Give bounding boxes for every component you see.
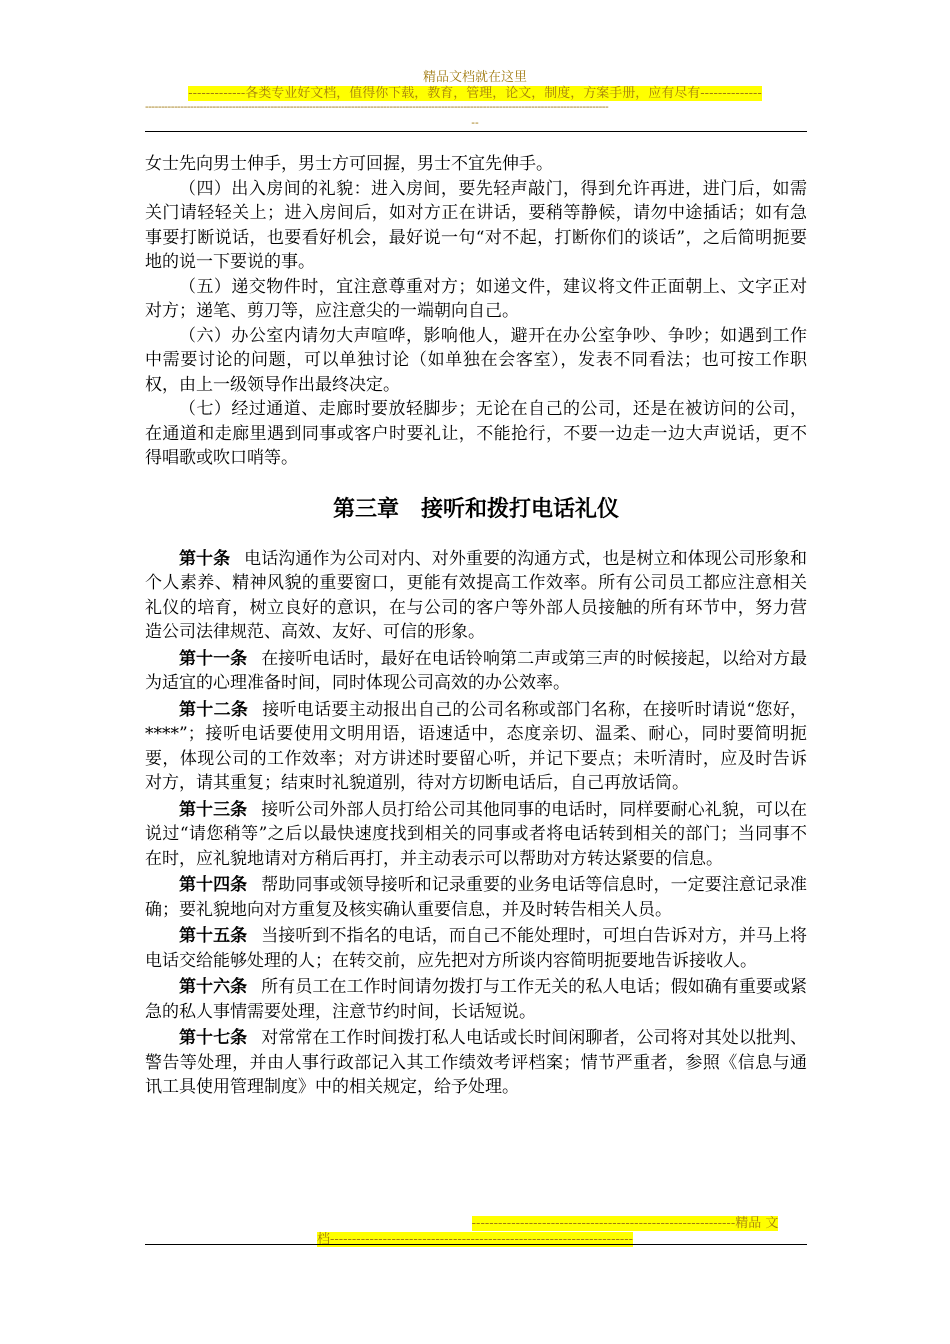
article-text: 电话沟通作为公司对内、对外重要的沟通方式，也是树立和体现公司形象和个人素养、精神风貌的重要窗口，更能有效提高工作效率。所有公司员工都应注意相关礼仪的培育，树立良好的意识，在与公司的客户等外部人员接触的所有环节中，努力营造公司法律规范、高效、友好、可信的形象。 [145, 548, 807, 642]
paragraph: （四）出入房间的礼貌：进入房间，要先轻声敲门，得到允许再进，进门后，如需关门请轻轻关上；进入房间后，如对方正在讲话，要稍等静候，请勿中途插话；如有急事要打断说话，也要看好机会，最好说一句“对不起，打断你们的谈话”，之后简明扼要地的说一下要说的事。 [145, 178, 807, 272]
article-text: 对常常在工作时间拨打私人电话或长时间闲聊者，公司将对其处以批判、警告等处理，并由人事行政部记入其工作绩效考评档案；情节严重者，参照《信息与通讯工具使用管理制度》中的相关规定，给予处理。 [145, 1028, 808, 1097]
article-label: 第十七条 [179, 1028, 248, 1048]
article-label: 第十三条 [179, 799, 248, 820]
article-label: 第十条 [179, 548, 231, 569]
article-text: 所有员工在工作时间请勿拨打与工作无关的私人电话；假如确有重要或紧急的私人事情需要处理，注意节约时间，长话短说。 [145, 977, 808, 1022]
article-label: 第十六条 [179, 977, 248, 997]
article [145, 975, 807, 1024]
article-text: 当接听到不指名的电话，而自己不能处理时，可坦白告诉对方，并马上将电话交给能够处理的人；在转交前，应先把对方所谈内容简明扼要地告诉接收人。 [145, 926, 808, 971]
footer-line-1-text: ------------------------------------------------------------精品 文 [471, 1216, 779, 1231]
paragraph: （七）经过通道、走廊时要放轻脚步；无论在自己的公司，还是在被访问的公司，在通道和走廊里遇到同事或客户时要礼让，不能抢行，不要一边走一边大声说话，更不得唱歌或吹口哨等。 [145, 399, 807, 468]
article [145, 924, 807, 973]
chapter-title: 第三章 接听和拨打电话礼仪 [332, 496, 619, 522]
paragraph: 女士先向男士伸手，男士方可回握，男士不宜先伸手。 [145, 154, 553, 174]
article [145, 698, 807, 796]
article [145, 873, 807, 922]
article-text: 在接听电话时，最好在电话铃响第二声或第三声的时候接起，以给对方最为适宜的心理准备时间，同时体现公司高效的办公效率。 [145, 648, 808, 693]
document-body [145, 152, 807, 1102]
article [145, 547, 807, 645]
footer-divider [145, 1244, 807, 1245]
article-text: 接听公司外部人员打给公司其他同事的电话时，同样要耐心礼貌，可以在说过“请您稍等”之后以最快速度找到相关的同事或者将电话转到相关的部门；当同事不在时，应礼貌地请对方稍后再打，并主动表示可以帮助对方转达紧要的信息。 [145, 799, 808, 869]
article-label: 第十一条 [179, 648, 248, 669]
footer-line-2-text: 档--------------------------------------------------------------------- [316, 1232, 634, 1247]
article-text: 帮助同事或领导接听和记录重要的业务电话等信息时，一定要注意记录准确；要礼貌地向对方重复及核实确认重要信息，并及时转告相关人员。 [145, 875, 808, 920]
header-title: 精品文档就在这里 [422, 70, 527, 85]
header-slogan-text: -------------各类专业好文档，值得你下载，教育，管理，论文，制度，方案手册，应有尽有-------------- [188, 86, 762, 101]
header-dash-line: ------------------------------------------------------------------------------------------------------------------------------------------------ [145, 100, 609, 113]
header-dash-line-2: -- [471, 116, 479, 129]
paragraph: （五）递交物件时，宜注意尊重对方；如递文件，建议将文件正面朝上、文字正对对方；递笔、剪刀等，应注意尖的一端朝向自己。 [145, 276, 807, 321]
paragraph: （六）办公室内请勿大声喧哗，影响他人，避开在办公室争吵、争吵；如遇到工作中需要讨论的问题，可以单独讨论（如单独在会客室），发表不同看法；也可按工作职权，由上一级领导作出最终决定。 [145, 325, 807, 395]
article-label: 第十二条 [179, 699, 249, 720]
article [145, 1026, 807, 1100]
article-label: 第十四条 [179, 875, 248, 895]
article [145, 647, 807, 696]
header-slogan [0, 82, 950, 101]
article [145, 798, 807, 872]
article-label: 第十五条 [179, 926, 248, 946]
header-divider [145, 131, 807, 132]
article-text: 接听电话要主动报出自己的公司名称或部门名称，在接听时请说“您好，****”；接听电话要使用文明用语，语速适中，态度亲切、温柔、耐心，同时要简明扼要，体现公司的工作效率；对方讲述时要留心听，并记下要点；未听清时，应及时告诉对方，请其重复；结束时礼貌道别，待对方切断电话后，自己再放话筒。 [145, 699, 807, 793]
